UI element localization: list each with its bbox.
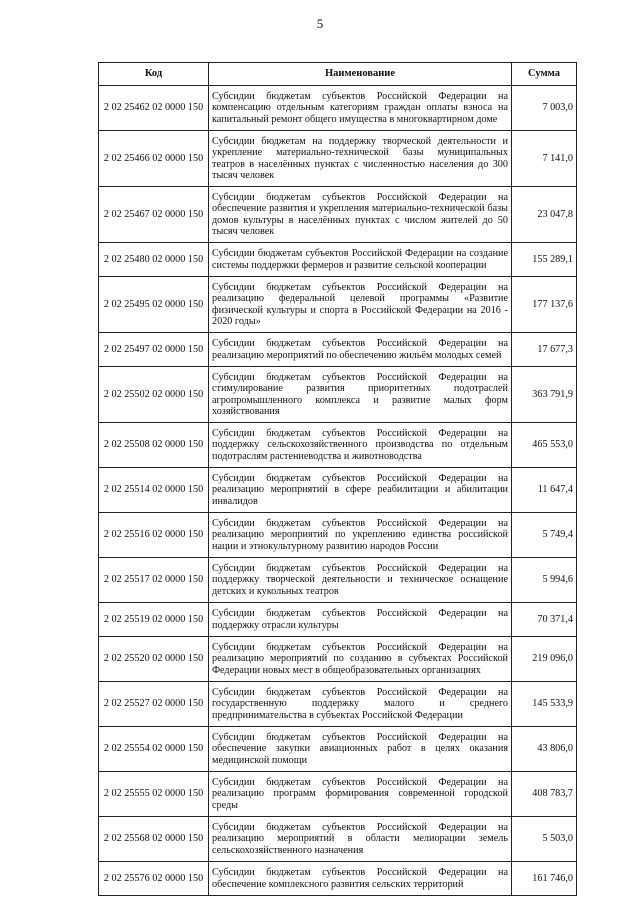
row-sum: 465 553,0: [512, 423, 577, 468]
row-sum: 11 647,4: [512, 468, 577, 513]
table-row: [99, 682, 577, 727]
row-sum: 408 783,7: [512, 772, 577, 817]
table-row: [99, 862, 577, 896]
row-code: 2 02 25480 02 0000 150: [99, 243, 209, 277]
table-row: [99, 367, 577, 423]
row-name: Субсидии бюджетам субъектов Российской Федерации на поддержку сельскохозяйственного производства по отдельным подотраслям растениеводства и животноводства: [209, 423, 512, 468]
table-row: [99, 187, 577, 243]
row-name: Субсидии бюджетам субъектов Российской Федерации на реализацию мероприятий в области мелиорации земель сельскохозяйственного назначения: [209, 817, 512, 862]
row-name: Субсидии бюджетам субъектов Российской Федерации на создание системы поддержки фермеров и развитие сельской кооперации: [209, 243, 512, 277]
row-sum: 70 371,4: [512, 603, 577, 637]
row-name: Субсидии бюджетам субъектов Российской Федерации на поддержку отрасли культуры: [209, 603, 512, 637]
header-sum: Сумма: [512, 63, 577, 86]
row-name: Субсидии бюджетам субъектов Российской Федерации на стимулирование развития приоритетных подотраслей агропромышленного комплекса и развитие малых форм хозяйствования: [209, 367, 512, 423]
row-sum: 363 791,9: [512, 367, 577, 423]
row-sum: 5 503,0: [512, 817, 577, 862]
row-name: Субсидии бюджетам субъектов Российской Федерации на обеспечение комплексного развития сельских территорий: [209, 862, 512, 896]
table-row: [99, 772, 577, 817]
row-code: 2 02 25527 02 0000 150: [99, 682, 209, 727]
row-sum: 177 137,6: [512, 277, 577, 333]
row-code: 2 02 25466 02 0000 150: [99, 131, 209, 187]
table-row: [99, 277, 577, 333]
row-sum: 219 096,0: [512, 637, 577, 682]
row-sum: 23 047,8: [512, 187, 577, 243]
row-sum: 5 994,6: [512, 558, 577, 603]
row-sum: 17 677,3: [512, 333, 577, 367]
table-row: [99, 817, 577, 862]
table-row: [99, 558, 577, 603]
table-row: [99, 333, 577, 367]
row-code: 2 02 25519 02 0000 150: [99, 603, 209, 637]
row-name: Субсидии бюджетам субъектов Российской Федерации на реализацию мероприятий по укреплению единства российской нации и этнокультурному развитию народов России: [209, 513, 512, 558]
table-header-row: [99, 63, 577, 86]
row-code: 2 02 25517 02 0000 150: [99, 558, 209, 603]
table-row: [99, 86, 577, 131]
table-row: [99, 603, 577, 637]
row-name: Субсидии бюджетам субъектов Российской Федерации на реализацию мероприятий по созданию в субъектах Российской Федерации новых мест в общеобразовательных организациях: [209, 637, 512, 682]
row-code: 2 02 25514 02 0000 150: [99, 468, 209, 513]
table-body: [99, 86, 577, 896]
row-code: 2 02 25516 02 0000 150: [99, 513, 209, 558]
row-code: 2 02 25495 02 0000 150: [99, 277, 209, 333]
table-row: [99, 423, 577, 468]
row-name: Субсидии бюджетам субъектов Российской Федерации на обеспечение развития и укрепления материально-технической базы домов культуры в населённых пунктах с числом жителей до 50 тысяч человек: [209, 187, 512, 243]
table-row: [99, 513, 577, 558]
row-name: Субсидии бюджетам субъектов Российской Федерации на государственную поддержку малого и среднего предпринимательства в субъектах Российской Федерации: [209, 682, 512, 727]
row-code: 2 02 25520 02 0000 150: [99, 637, 209, 682]
row-sum: 5 749,4: [512, 513, 577, 558]
page-number: 5: [316, 16, 324, 31]
budget-table: [98, 62, 577, 896]
row-code: 2 02 25508 02 0000 150: [99, 423, 209, 468]
row-name: Субсидии бюджетам субъектов Российской Федерации на обеспечение закупки авиационных работ в целях оказания медицинской помощи: [209, 727, 512, 772]
row-sum: 7 003,0: [512, 86, 577, 131]
table-row: [99, 637, 577, 682]
row-code: 2 02 25467 02 0000 150: [99, 187, 209, 243]
table-row: [99, 131, 577, 187]
row-name: Субсидии бюджетам на поддержку творческой деятельности и укрепление материально-технической базы муниципальных театров в населённых пунктах с численностью населения до 300 тысяч человек: [209, 131, 512, 187]
header-code: Код: [99, 63, 209, 86]
row-code: 2 02 25554 02 0000 150: [99, 727, 209, 772]
row-name: Субсидии бюджетам субъектов Российской Федерации на реализацию мероприятий в сфере реабилитации и абилитации инвалидов: [209, 468, 512, 513]
row-name: Субсидии бюджетам субъектов Российской Федерации на реализацию мероприятий по обеспечению жильём молодых семей: [209, 333, 512, 367]
row-sum: 145 533,9: [512, 682, 577, 727]
row-sum: 7 141,0: [512, 131, 577, 187]
table-row: [99, 468, 577, 513]
row-code: 2 02 25555 02 0000 150: [99, 772, 209, 817]
row-sum: 161 746,0: [512, 862, 577, 896]
row-code: 2 02 25502 02 0000 150: [99, 367, 209, 423]
table-row: [99, 727, 577, 772]
row-name: Субсидии бюджетам субъектов Российской Федерации на реализацию федеральной целевой программы «Развитие физической культуры и спорта в Российской Федерации на 2016 - 2020 годы»: [209, 277, 512, 333]
row-sum: 43 806,0: [512, 727, 577, 772]
row-code: 2 02 25576 02 0000 150: [99, 862, 209, 896]
table-row: [99, 243, 577, 277]
row-sum: 155 289,1: [512, 243, 577, 277]
row-name: Субсидии бюджетам субъектов Российской Федерации на реализацию программ формирования современной городской среды: [209, 772, 512, 817]
row-name: Субсидии бюджетам субъектов Российской Федерации на компенсацию отдельным категориям граждан оплаты взноса на капитальный ремонт общего имущества в многоквартирном доме: [209, 86, 512, 131]
row-name: Субсидии бюджетам субъектов Российской Федерации на поддержку творческой деятельности и техническое оснащение детских и кукольных театров: [209, 558, 512, 603]
header-name: Наименование: [209, 63, 512, 86]
row-code: 2 02 25497 02 0000 150: [99, 333, 209, 367]
row-code: 2 02 25462 02 0000 150: [99, 86, 209, 131]
row-code: 2 02 25568 02 0000 150: [99, 817, 209, 862]
